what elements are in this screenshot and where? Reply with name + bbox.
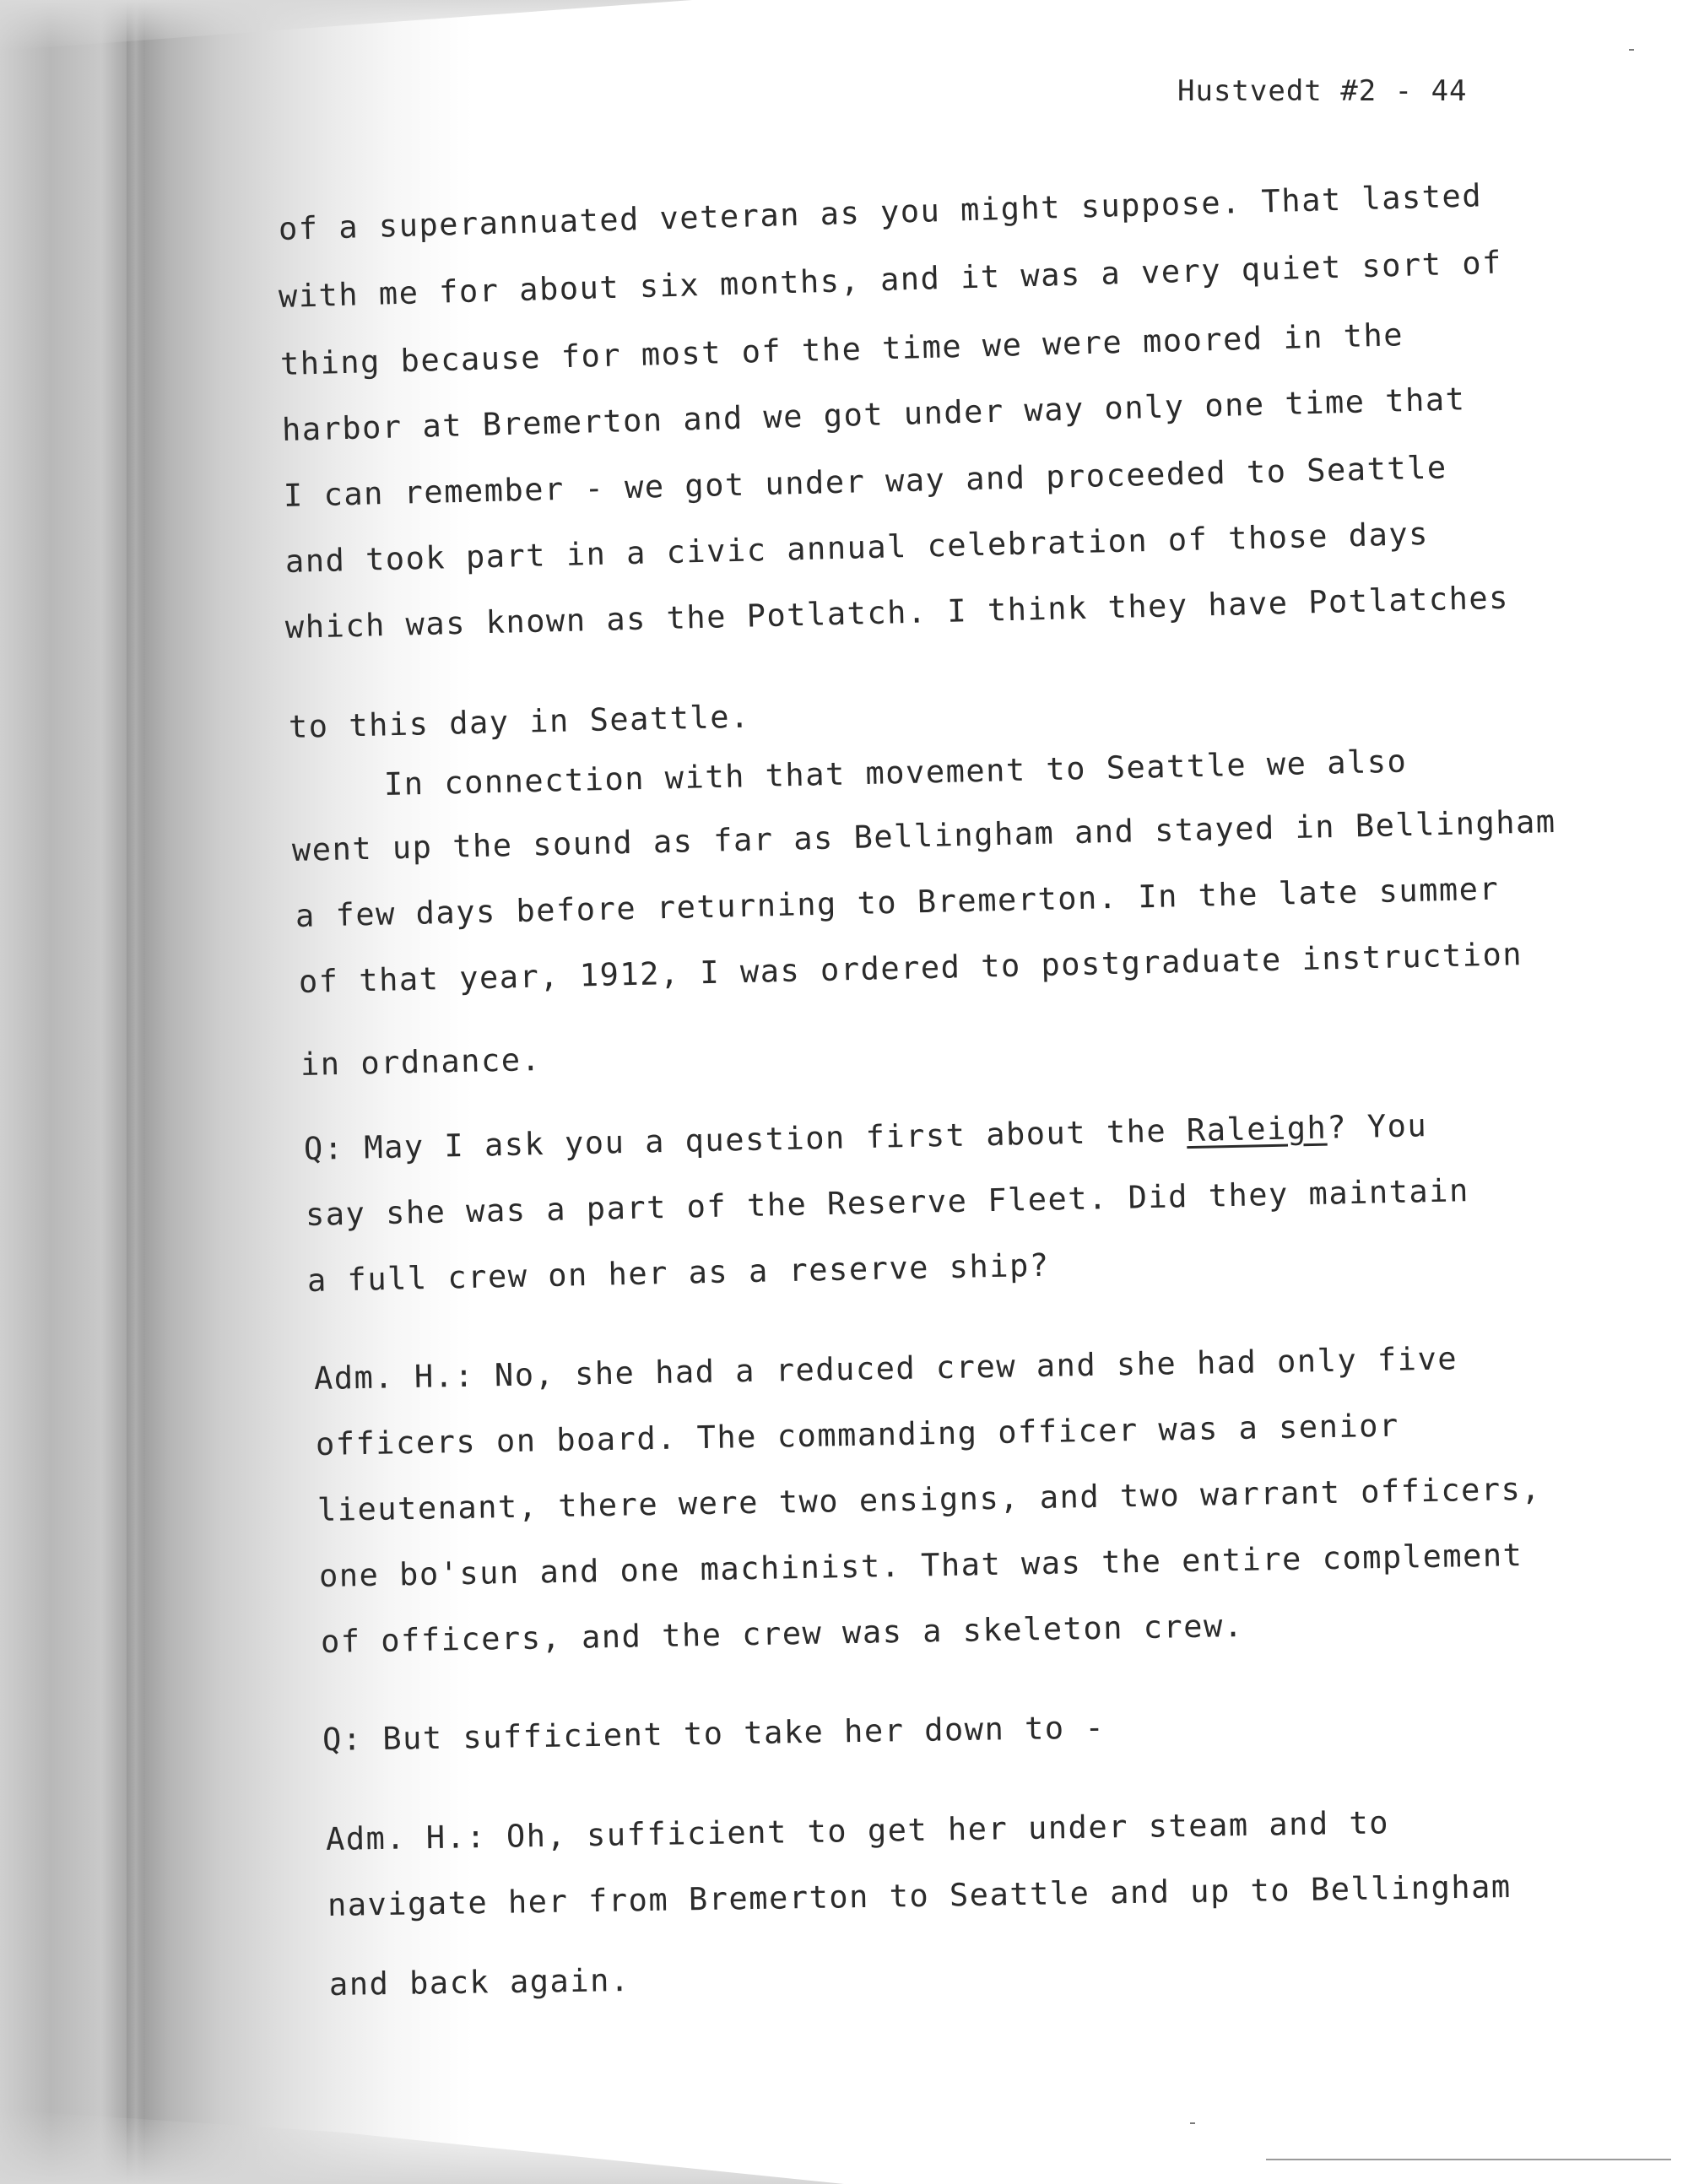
text-line: thing because for most of the time we were moored in the [279,316,1404,382]
page-number-header: Hustvedt #2 - 44 [1177,74,1468,108]
text-line: In connection with that movement to Seattle we also [383,743,1408,803]
text-line: which was known as the Potlatch. I think they have Potlatches [284,579,1510,646]
answer-line: Adm. H.: Oh, sufficient to get her under steam and to [325,1804,1390,1857]
question-line: say she was a part of the Reserve Fleet. Did they maintain [305,1172,1470,1233]
binding-shadow [0,0,473,2184]
text-line: with me for about six months, and it was a very quiet sort of [278,244,1503,315]
question-line: Q: May I ask you a question first about the Raleigh? You [303,1107,1428,1167]
text-line: went up the sound as far as Bellingham and stayed in Bellingham [291,803,1556,868]
bottom-rule [1266,2159,1671,2160]
scan-speck [1629,49,1634,51]
answer-line: and back again. [328,1962,630,2003]
question-line: Q: But sufficient to take her down to - [322,1709,1106,1758]
answer-line: one bo'sun and one machinist. That was the entire complement [318,1537,1523,1594]
question-line: a full crew on her as a reserve ship? [306,1246,1050,1299]
answer-line: Adm. H.: No, she had a reduced crew and she had only five [313,1340,1458,1397]
text-line: a few days before returning to Bremerton. In the late summer [295,870,1500,934]
answer-line: of officers, and the crew was a skeleton crew. [320,1607,1244,1660]
text-line: of that year, 1912, I was ordered to postgraduate instruction [298,936,1523,1000]
text-line: and took part in a civic annual celebration of those days [284,515,1430,580]
text-line: in ordnance. [300,1041,542,1083]
ship-name-raleigh: Raleigh [1186,1109,1328,1149]
binding-fold [127,0,145,2184]
text-line: I can remember - we got under way and proceeded to Seattle [283,449,1448,514]
answer-line: officers on board. The commanding officer was a senior [315,1407,1400,1462]
text-line: of a superannuated veteran as you might suppose. That lasted [278,177,1483,247]
text-line: harbor at Bremerton and we got under way only one time that [281,381,1466,448]
answer-line: lieutenant, there were two ensigns, and two warrant officers, [316,1470,1542,1528]
text-line: to this day in Seattle. [288,698,751,745]
answer-line: navigate her from Bremerton to Seattle and up to Bellingham [327,1868,1512,1923]
scan-speck [1190,2122,1195,2124]
